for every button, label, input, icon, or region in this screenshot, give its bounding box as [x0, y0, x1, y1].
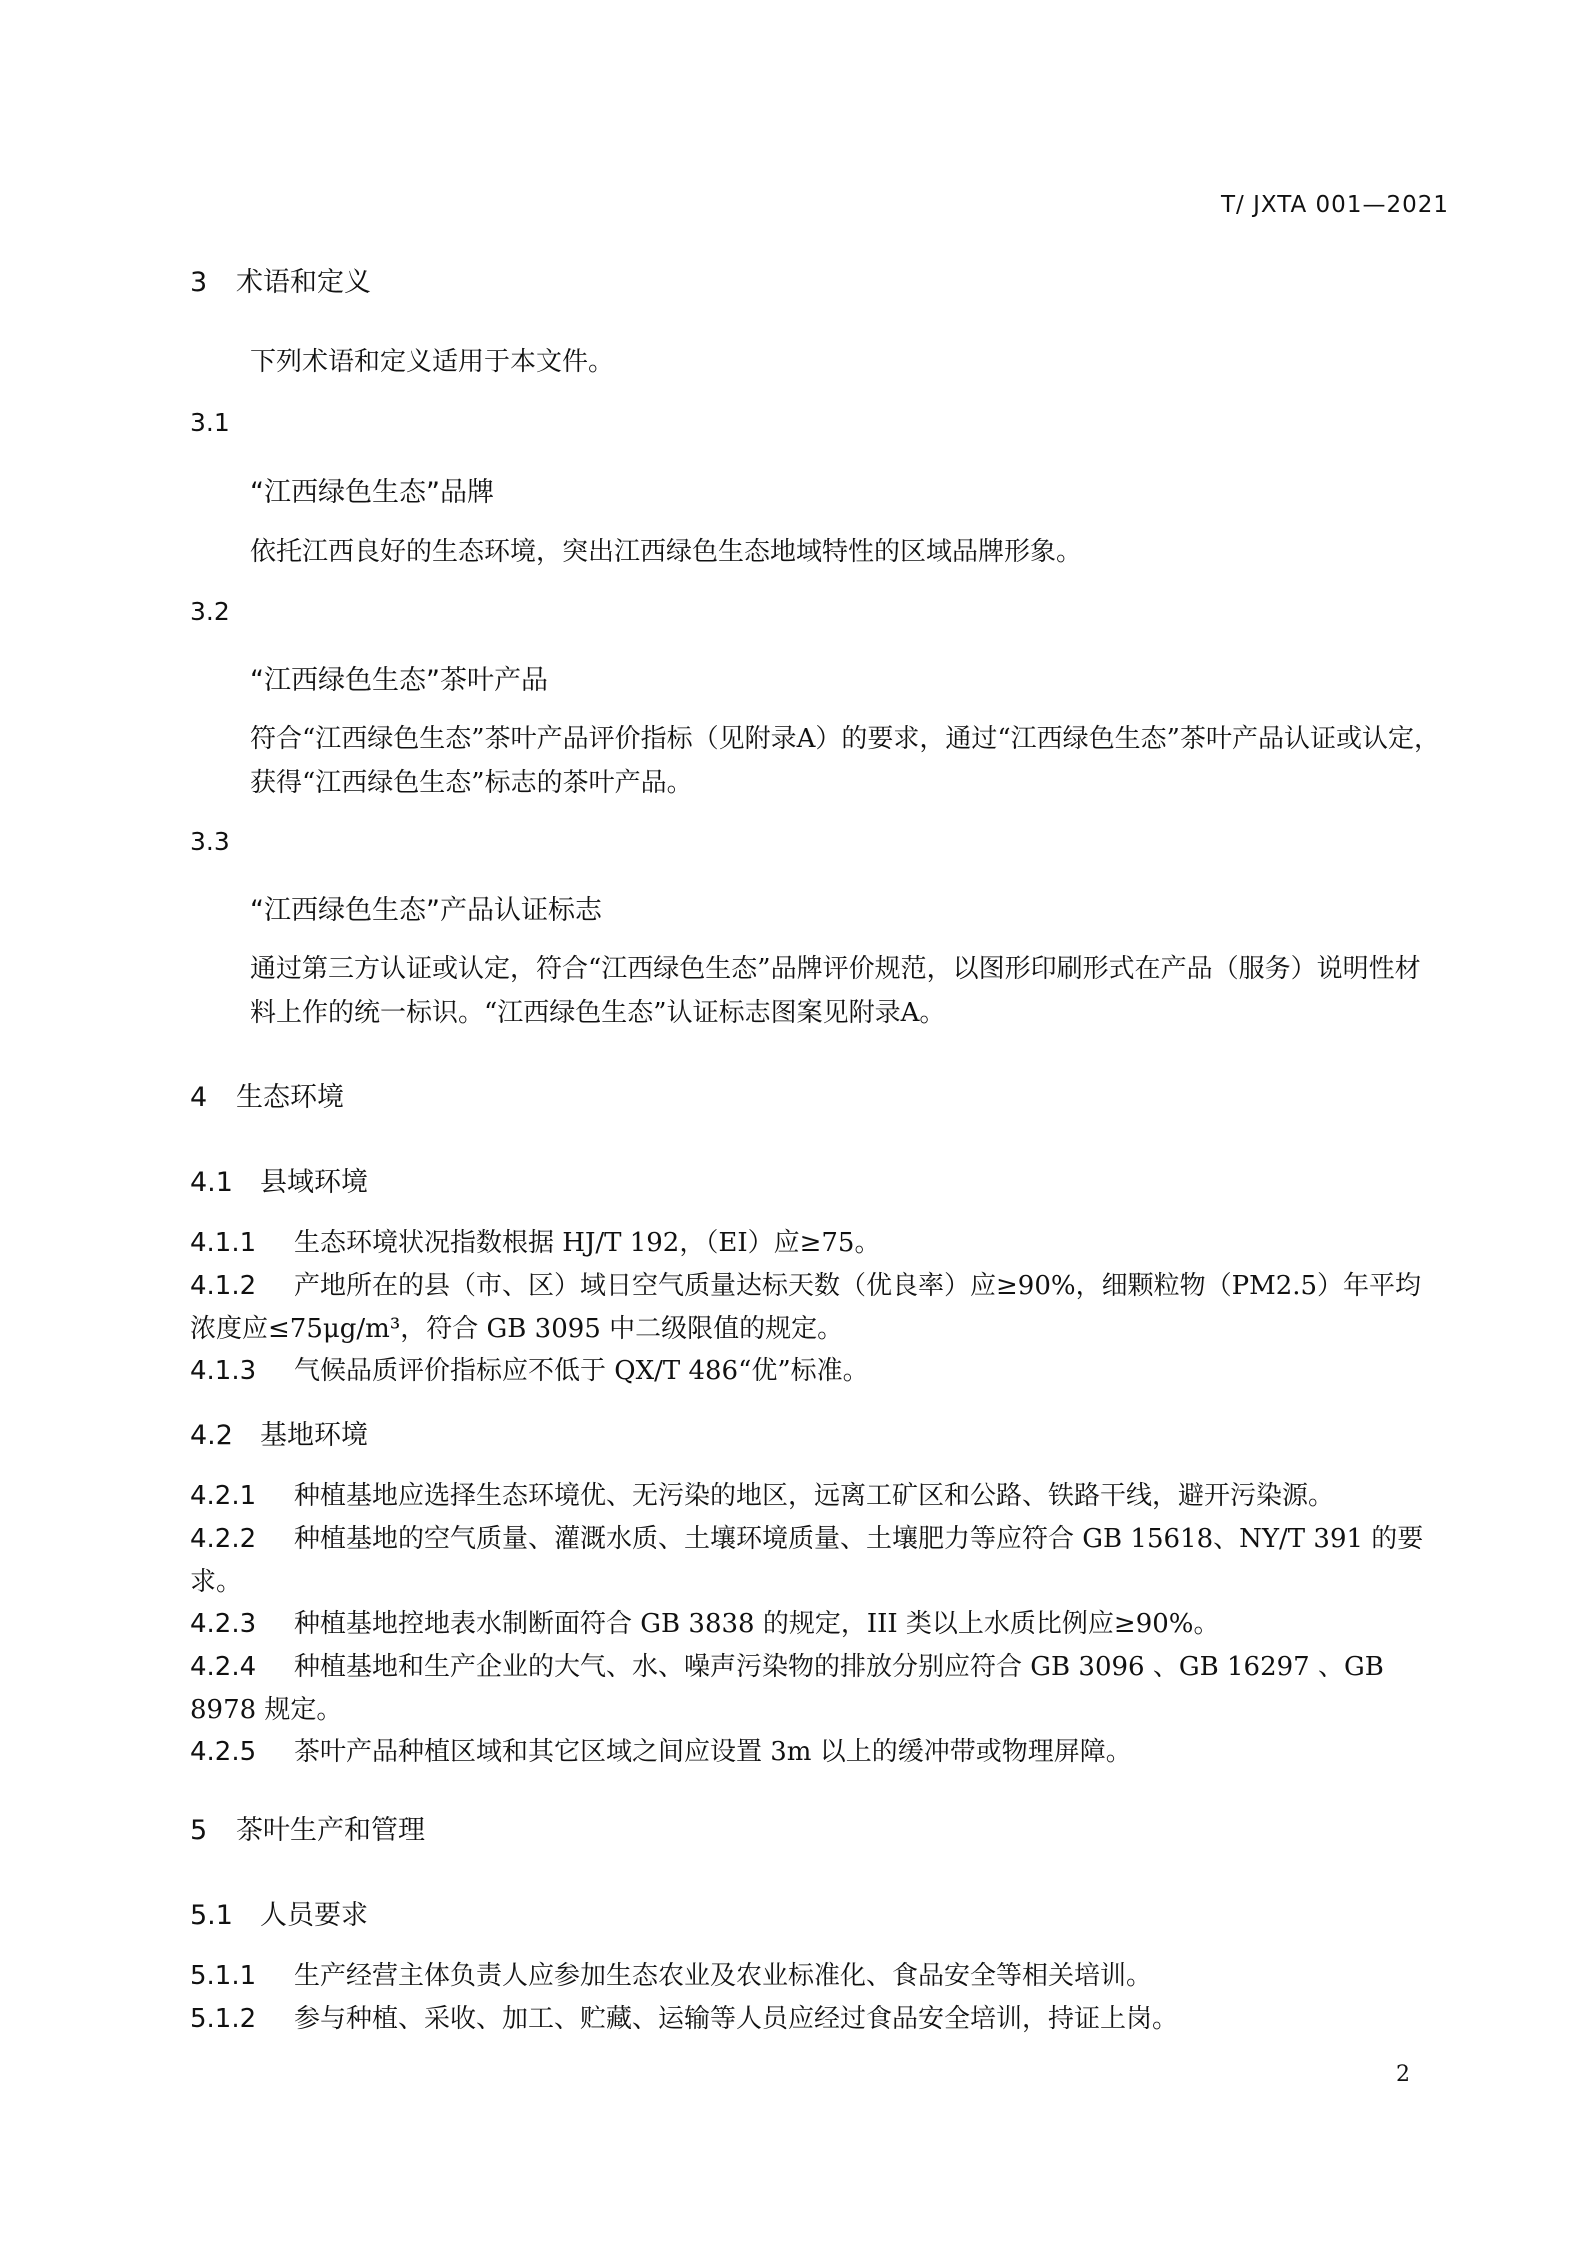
item-number: 4.1.1: [190, 1228, 257, 1258]
section-number: 5: [190, 1815, 208, 1846]
item-number: 4.2.1: [190, 1481, 257, 1511]
subsection-heading-4-2: [190, 1413, 368, 1452]
item-text: 生产经营主体负责人应参加生态农业及农业标准化、食品安全等相关培训。: [294, 1961, 1153, 1991]
item-text: 气候品质评价指标应不低于 QX/T 486“优”标准。: [294, 1356, 869, 1386]
page-number: 2: [1396, 2062, 1410, 2087]
term-title: “江西绿色生态”品牌: [250, 477, 494, 508]
subsection-heading-4-1: [190, 1160, 368, 1199]
subsection-number: 5.1: [190, 1900, 233, 1931]
subsection-title: 基地环境: [260, 1420, 368, 1451]
list-item: [190, 1222, 1445, 1265]
section-number: 4: [190, 1082, 208, 1113]
item-text: 种植基地和生产企业的大气、水、噪声污染物的排放分别应符合 GB 3096 、GB 16297 、GB 8978 规定。: [190, 1652, 1384, 1725]
term-definition: 依托江西良好的生态环境，突出江西绿色生态地域特性的区域品牌形象。: [250, 537, 1083, 567]
list-item: [190, 1603, 1445, 1646]
term-number: 3.2: [190, 597, 230, 626]
item-text: 参与种植、采收、加工、贮藏、运输等人员应经过食品安全培训，持证上岗。: [294, 2004, 1179, 2034]
subsection-title: 县域环境: [260, 1167, 368, 1198]
subsection-heading-5-1: [190, 1893, 368, 1932]
list-item: [190, 1475, 1445, 1518]
subsection-number: 4.2: [190, 1420, 233, 1451]
subsection-title: 人员要求: [260, 1900, 368, 1931]
list-item: [190, 1350, 1445, 1393]
list-item: [190, 1731, 1445, 1774]
term-definition: 通过第三方认证或认定，符合“江西绿色生态”品牌评价规范，以图形印刷形式在产品（服务）说明性材料上作的统一标识。“江西绿色生态”认证标志图案见附录A。: [250, 954, 1421, 1028]
item-text: 生态环境状况指数根据 HJ/T 192，（EI）应≥75。: [294, 1228, 881, 1258]
term-title: “江西绿色生态”茶叶产品: [250, 665, 548, 696]
item-text: 茶叶产品种植区域和其它区域之间应设置 3m 以上的缓冲带或物理屏障。: [294, 1737, 1132, 1767]
item-number: 4.1.3: [190, 1356, 257, 1386]
subsection-number: 4.1: [190, 1167, 233, 1198]
list-item: [190, 1518, 1445, 1604]
section-heading-3: [190, 260, 371, 299]
section-title: 茶叶生产和管理: [236, 1815, 425, 1846]
section-title: 生态环境: [236, 1082, 344, 1113]
term-number: 3.3: [190, 827, 230, 856]
list-item: [190, 1998, 1445, 2041]
section-intro: 下列术语和定义适用于本文件。: [250, 347, 615, 377]
item-text: 种植基地的空气质量、灌溉水质、土壤环境质量、土壤肥力等应符合 GB 15618、NY/T 391 的要求。: [190, 1524, 1424, 1597]
list-item: [190, 1955, 1445, 1998]
section-number: 3: [190, 267, 208, 298]
item-text: 种植基地控地表水制断面符合 GB 3838 的规定，III 类以上水质比例应≥90%。: [294, 1609, 1220, 1639]
document-code: T/ JXTA 001—2021: [1221, 192, 1449, 218]
list-item: [190, 1646, 1445, 1732]
item-number: 4.2.5: [190, 1737, 257, 1767]
section-title: 术语和定义: [236, 267, 371, 298]
item-text: 产地所在的县（市、区）域日空气质量达标天数（优良率）应≥90%，细颗粒物（PM2.5）年平均浓度应≤75μg/m³，符合 GB 3095 中二级限值的规定。: [190, 1271, 1422, 1344]
item-number: 4.2.4: [190, 1652, 257, 1682]
item-number: 4.2.2: [190, 1524, 257, 1554]
item-number: 5.1.1: [190, 1961, 257, 1991]
item-number: 4.2.3: [190, 1609, 257, 1639]
item-number: 5.1.2: [190, 2004, 257, 2034]
section-heading-4: [190, 1075, 344, 1114]
term-definition: 符合“江西绿色生态”茶叶产品评价指标（见附录A）的要求，通过“江西绿色生态”茶叶产品认证或认定，获得“江西绿色生态”标志的茶叶产品。: [250, 724, 1440, 798]
term-number: 3.1: [190, 408, 230, 437]
list-item: [190, 1265, 1445, 1351]
section-heading-5: [190, 1808, 425, 1847]
item-number: 4.1.2: [190, 1271, 257, 1301]
item-text: 种植基地应选择生态环境优、无污染的地区，远离工矿区和公路、铁路干线，避开污染源。: [294, 1481, 1335, 1511]
term-title: “江西绿色生态”产品认证标志: [250, 895, 602, 926]
